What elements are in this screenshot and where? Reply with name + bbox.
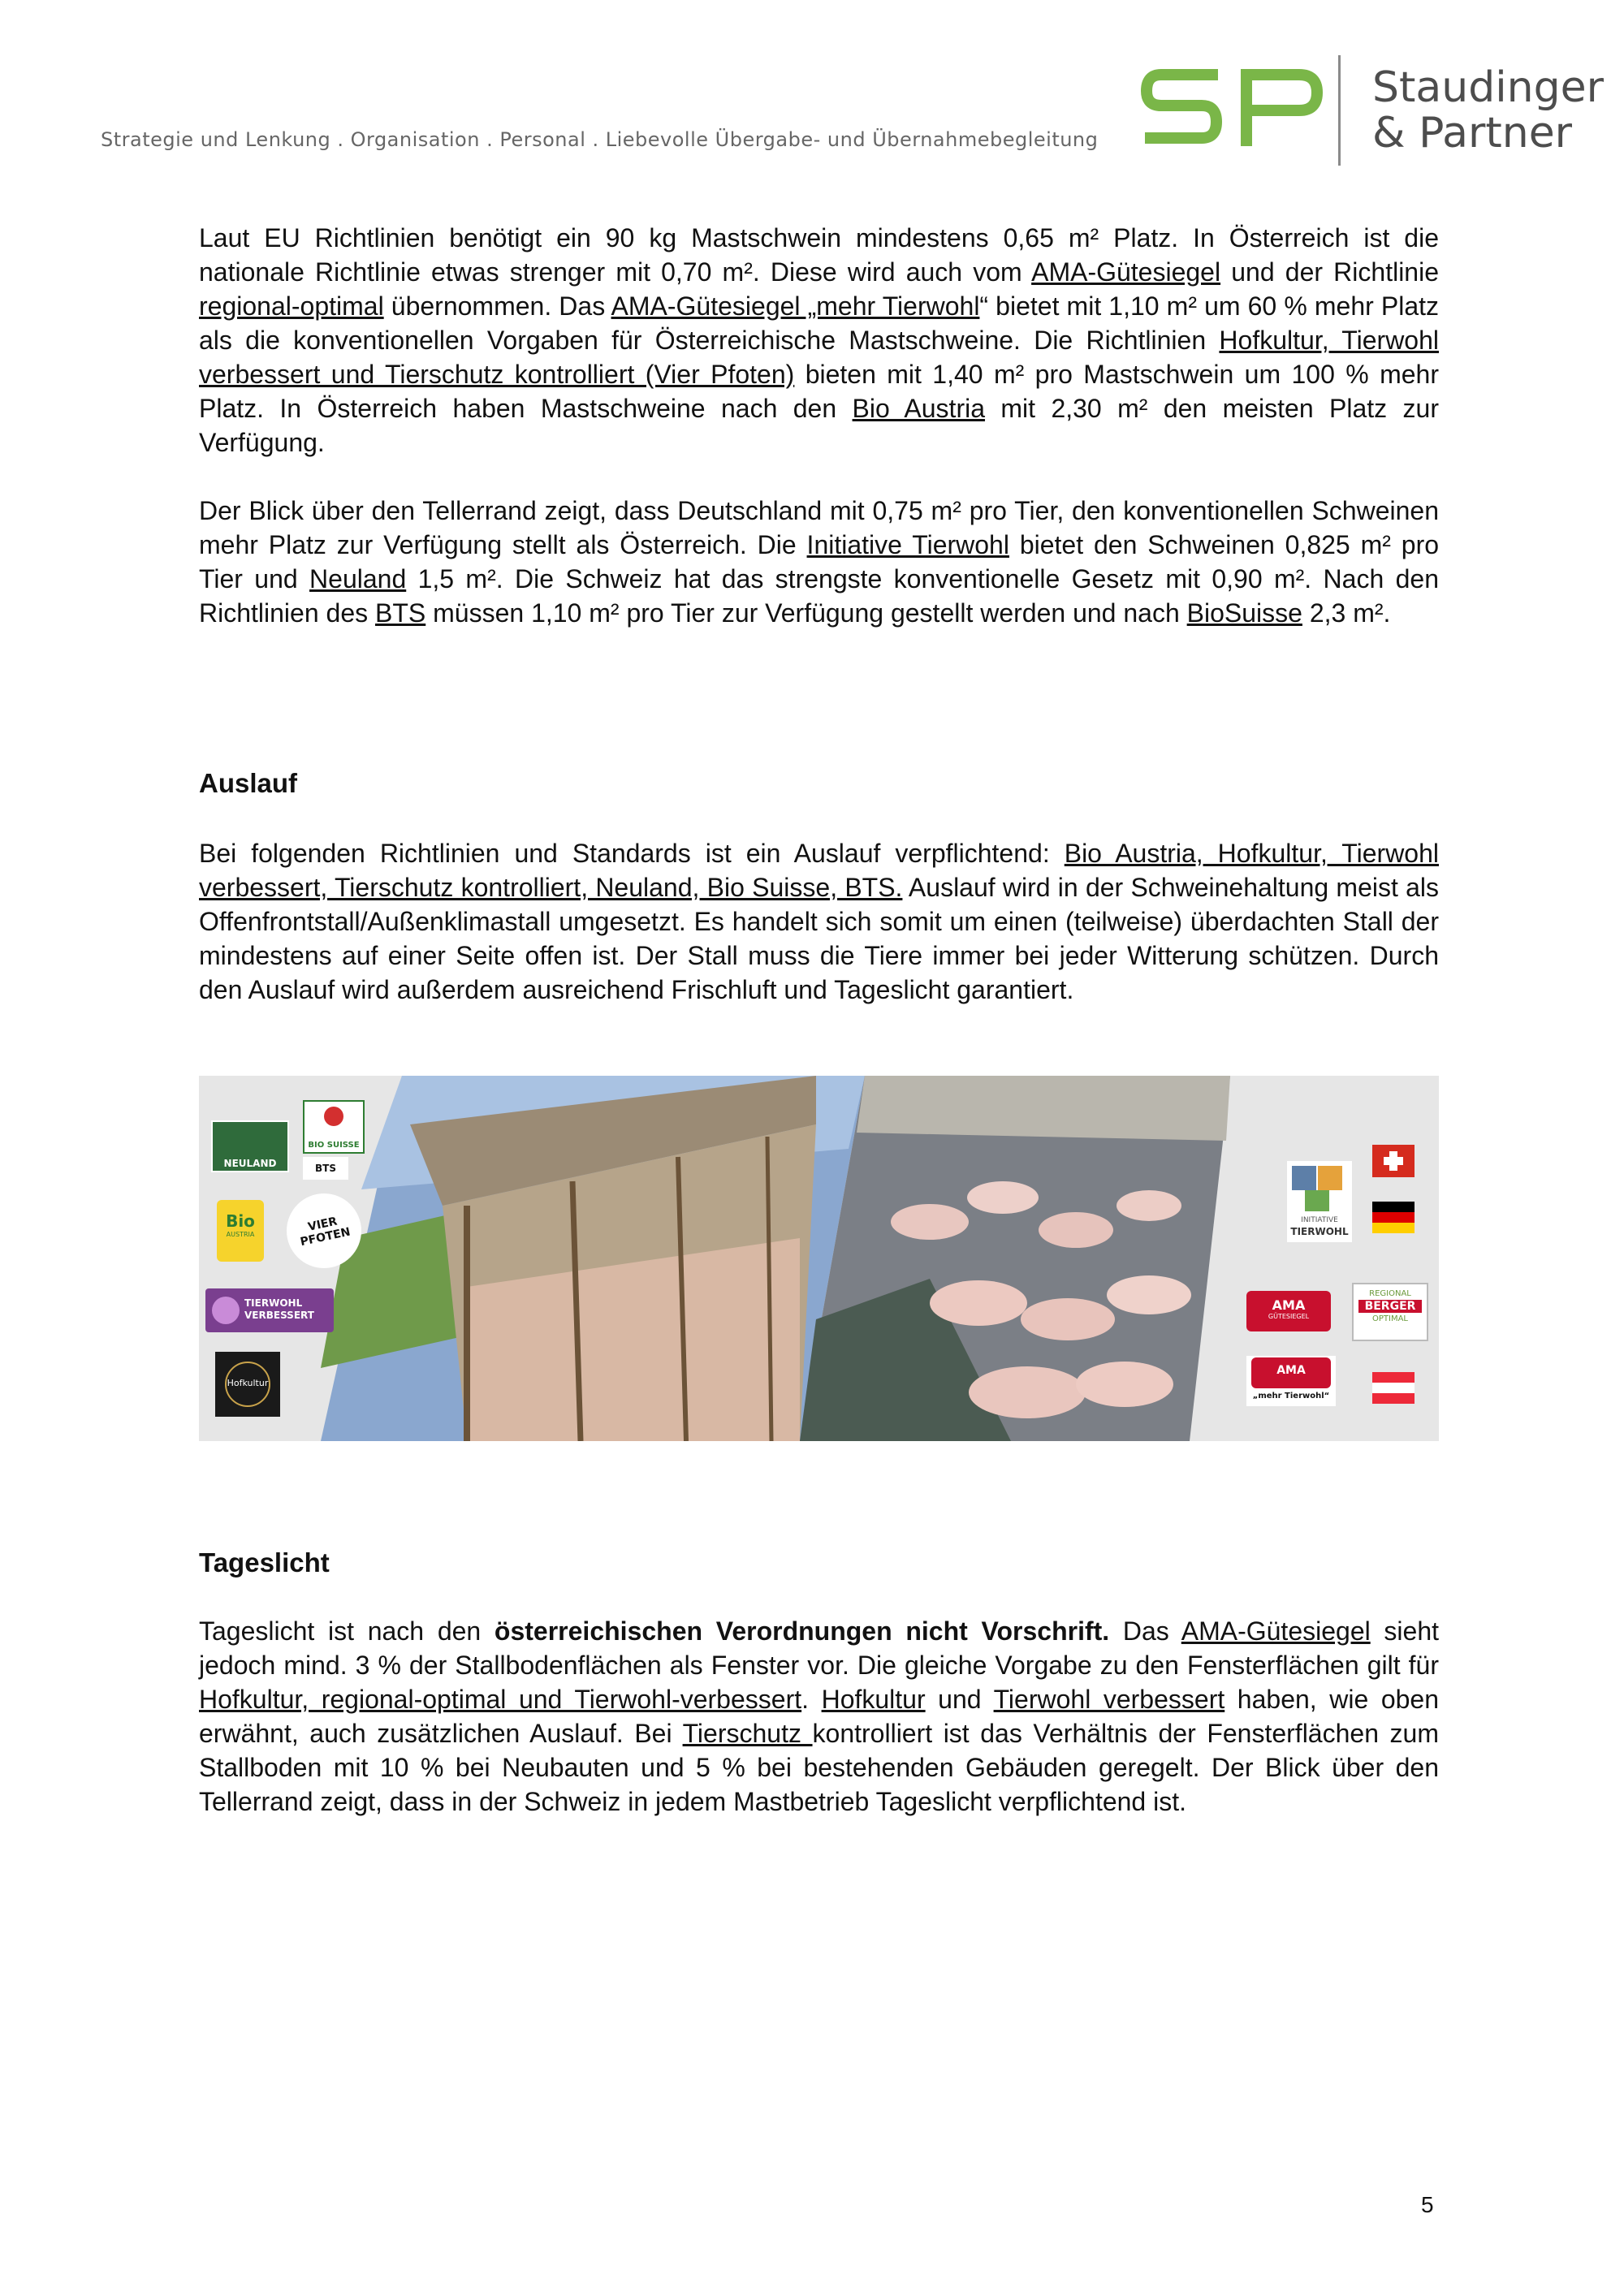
- biosuisse-logo: BIO SUISSE: [303, 1100, 365, 1154]
- logo-line-2: & Partner: [1372, 109, 1573, 158]
- link-tierschutz[interactable]: Tierschutz: [682, 1719, 813, 1748]
- paragraph-space-requirements: Laut EU Richtlinien benötigt ein 90 kg Mastschwein mindestens 0,65 m² Platz. In Österreich ist die nationale Richtlinie etwas strenger mit 0,70 m². Diese wird auch vom AMA-Gütesiegel und der Richtlinie regional-optimal übernommen. Das AMA-Gütesiegel „mehr Tierwohl“ bietet mit 1,10 m² um 60 % mehr Platz als die konventionellen Vorgaben für Österreichische Mastschweine. Die Richtlinien Hofkultur, Tierwohl verbessert und Tierschutz kontrolliert (Vier Pfoten) bieten mit 1,40 m² pro Mastschwein um 100 % mehr Platz. In Österreich haben Mastschweine nach den Bio Austria mit 2,30 m² den meisten Platz zur Verfügung.: [199, 223, 1440, 457]
- austrian-flag-icon: [1372, 1372, 1415, 1404]
- paragraph-international: Der Blick über den Tellerrand zeigt, dass Deutschland mit 0,75 m² pro Tier, den konventionellen Schweinen mehr Platz zur Verfügung stellt als Österreich. Die Initiative Tierwohl bietet den Schweinen 0,825 m² pro Tier und Neuland 1,5 m². Die Schweiz hat das strengste konventionelle Gesetz mit 0,90 m². Nach den Richtlinien des BTS müssen 1,10 m² pro Tier zur Verfügung gestellt werden und nach BioSuisse 2,3 m².: [199, 496, 1440, 628]
- german-flag-icon: [1372, 1202, 1415, 1233]
- logo-divider: [1338, 55, 1341, 166]
- bts-logo: BTS: [303, 1157, 348, 1180]
- link-initiative-tierwohl[interactable]: Initiative Tierwohl: [806, 530, 1009, 559]
- link-hofkultur-regional-tierwohl[interactable]: Hofkultur, regional-optimal und Tierwohl-verbessert: [199, 1685, 802, 1714]
- link-neuland[interactable]: Neuland: [309, 564, 407, 593]
- label-banner-image: [199, 1076, 1439, 1441]
- neuland-logo: NEULAND: [211, 1120, 289, 1172]
- tierwohl-verbessert-logo: TIERWOHL VERBESSERT: [205, 1288, 334, 1332]
- link-hofkultur-tierwohl[interactable]: Hofkultur, Tierwohl verbessert und Tierschutz kontrolliert (Vier Pfoten): [199, 326, 1440, 389]
- link-auslauf-standards[interactable]: Bio Austria, Hofkultur, Tierwohl verbessert, Tierschutz kontrolliert, Neuland, Bio Suisse, BTS.: [199, 839, 1440, 902]
- link-bts[interactable]: BTS: [375, 598, 426, 628]
- link-ama-guetesiegel-2[interactable]: AMA-Gütesiegel: [1181, 1616, 1371, 1646]
- ama-mehr-tierwohl-logo: AMA „mehr Tierwohl“: [1246, 1356, 1336, 1406]
- berger-regional-optimal-logo: REGIONAL BERGER OPTIMAL: [1352, 1283, 1428, 1341]
- page-number: 5: [1421, 2192, 1434, 2217]
- hofkultur-logo: Hofkultur: [215, 1352, 280, 1417]
- bio-austria-logo: Bio AUSTRIA: [217, 1200, 264, 1262]
- swiss-flag-icon: [1372, 1145, 1415, 1177]
- company-logo: [1137, 49, 1605, 170]
- link-bio-austria[interactable]: Bio Austria: [852, 394, 986, 423]
- logo-line-1: Staudinger: [1372, 63, 1605, 112]
- initiative-tierwohl-logo: INITIATIVE TIERWOHL: [1287, 1161, 1352, 1242]
- ama-guetesiegel-logo: AMA GÜTESIEGEL: [1246, 1291, 1331, 1331]
- sp-logo-mark: [1137, 57, 1332, 162]
- bold-regulation: österreichischen Verordnungen nicht Vorschrift.: [494, 1616, 1110, 1646]
- vier-pfoten-logo: VIER PFOTEN: [287, 1193, 361, 1268]
- link-biosuisse[interactable]: BioSuisse: [1186, 598, 1302, 628]
- link-tierwohl-verbessert[interactable]: Tierwohl verbessert: [993, 1685, 1225, 1714]
- header-tagline: Strategie und Lenkung . Organisation . Personal . Liebevolle Übergabe- und Übernahmebegleitung: [101, 128, 1099, 151]
- heading-tageslicht: Tageslicht: [199, 1547, 330, 1577]
- paragraph-tageslicht: Tageslicht ist nach den österreichischen Verordnungen nicht Vorschrift. Das AMA-Gütesiegel sieht jedoch mind. 3 % der Stallbodenflächen als Fenster vor. Die gleiche Vorgabe zu den Fensterflächen gilt für Hofkultur, regional-optimal und Tierwohl-verbessert. Hofkultur und Tierwohl verbessert haben, wie oben erwähnt, auch zusätzlichen Auslauf. Bei Tierschutz kontrolliert ist das Verhältnis der Fensterflächen zum Stallboden mit 10 % bei Neubauten und 5 % bei bestehenden Gebäuden geregelt. Der Blick über den Tellerrand zeigt, dass in der Schweiz in jedem Mastbetrieb Tageslicht verpflichtend ist.: [199, 1616, 1440, 1816]
- link-hofkultur-2[interactable]: Hofkultur: [821, 1685, 926, 1714]
- paragraph-auslauf: Bei folgenden Richtlinien und Standards ist ein Auslauf verpflichtend: Bio Austria, Hofkultur, Tierwohl verbessert, Tierschutz kontrolliert, Neuland, Bio Suisse, BTS. Auslauf wird in der Schweinehaltung meist als Offenfrontstall/Außenklimastall umgesetzt. Es handelt sich somit um einen (teilweise) überdachten Stall der mindestens auf einer Seite offen ist. Der Stall muss die Tiere immer bei jeder Witterung schützen. Durch den Auslauf wird außerdem ausreichend Frischluft und Tageslicht garantiert.: [199, 839, 1440, 1004]
- heading-auslauf: Auslauf: [199, 768, 298, 798]
- link-ama-mehr-tierwohl[interactable]: AMA-Gütesiegel „mehr Tierwohl: [611, 291, 980, 321]
- link-regional-optimal[interactable]: regional-optimal: [199, 291, 384, 321]
- link-ama-guetesiegel[interactable]: AMA-Gütesiegel: [1031, 257, 1221, 287]
